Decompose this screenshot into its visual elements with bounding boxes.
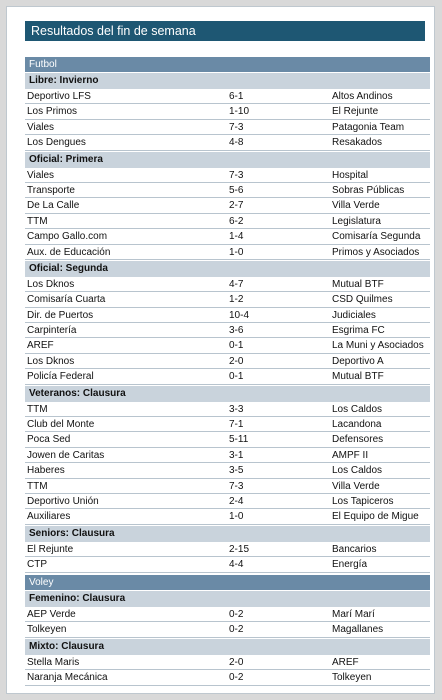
match-row (25, 292, 430, 307)
score: 0-2 (229, 624, 244, 636)
category-header: Femenino: Clausura (25, 590, 430, 607)
home-team: TTM (27, 480, 48, 492)
match-row (25, 670, 430, 685)
futbol-categories (25, 72, 430, 573)
away-team: Defensores (332, 434, 384, 446)
category-header: Libre: Invierno (25, 72, 430, 89)
home-team: Naranja Mecánica (27, 672, 108, 684)
score: 7-3 (229, 121, 244, 133)
match-row (25, 198, 430, 213)
score: 2-7 (229, 200, 244, 212)
away-team: CSD Quilmes (332, 294, 393, 306)
match-row (25, 229, 430, 244)
match-row (25, 417, 430, 432)
score: 1-0 (229, 511, 244, 523)
away-team: Tolkeyen (332, 672, 372, 684)
away-team: Resakados (332, 137, 383, 149)
away-team: Sobras Públicas (332, 184, 405, 196)
away-team: Deportivo A (332, 355, 384, 367)
away-team: Primos y Asociados (332, 246, 420, 258)
away-team: Bancarios (332, 543, 377, 555)
home-team: Los Dengues (27, 137, 86, 149)
match-row (25, 463, 430, 478)
match-row (25, 135, 430, 150)
home-team: CTP (27, 559, 47, 571)
match-row (25, 354, 430, 369)
home-team: Haberes (27, 465, 65, 477)
away-team: Villa Verde (332, 200, 380, 212)
away-team: Mutual BTF (332, 278, 384, 290)
match-row (25, 245, 430, 260)
away-team: Patagonia Team (332, 121, 405, 133)
category-header: Oficial: Primera (25, 151, 430, 168)
away-team: Magallanes (332, 624, 384, 636)
home-team: Viales (27, 121, 55, 133)
away-team: El Rejunte (332, 106, 379, 118)
home-team: Deportivo Unión (27, 495, 99, 507)
category-header: Oficial: Segunda (25, 260, 430, 277)
home-team: TTM (27, 215, 48, 227)
away-team: Esgrima FC (332, 325, 385, 337)
away-team: AMPF II (332, 449, 369, 461)
home-team: Los Dknos (27, 278, 75, 290)
away-team: Judiciales (332, 309, 376, 321)
home-team: Carpintería (27, 325, 77, 337)
away-team: Altos Andinos (332, 91, 393, 102)
page-title: Resultados del fin de semana (25, 21, 425, 41)
match-row (25, 557, 430, 572)
home-team: Policía Federal (27, 371, 94, 383)
away-team: Mutual BTF (332, 371, 384, 383)
away-team: Marí Marí (332, 609, 375, 620)
sport-header-futbol: Futbol (25, 57, 430, 72)
away-team: Energía (332, 559, 368, 571)
home-team: Deportivo LFS (27, 91, 91, 102)
match-row (25, 509, 430, 524)
home-team: Tolkeyen (27, 624, 67, 636)
match-row (25, 168, 430, 183)
futbol-section (25, 57, 430, 573)
score: 2-15 (229, 543, 250, 555)
match-row (25, 338, 430, 353)
category-header: Seniors: Clausura (25, 525, 430, 542)
score: 7-1 (229, 419, 244, 431)
match-row (25, 323, 430, 338)
home-team: TTM (27, 403, 48, 415)
score: 2-4 (229, 495, 244, 507)
match-row (25, 369, 430, 384)
home-team: Los Primos (27, 106, 78, 118)
score: 3-6 (229, 325, 244, 337)
score: 4-8 (229, 137, 244, 149)
home-team: Viales (27, 169, 55, 181)
sport-header-voley: Voley (25, 575, 430, 590)
match-row (25, 214, 430, 229)
match-row (25, 448, 430, 463)
score: 5-6 (229, 184, 244, 196)
score: 3-1 (229, 449, 244, 461)
away-team: Villa Verde (332, 480, 380, 492)
score: 5-11 (229, 434, 249, 446)
match-row (25, 183, 430, 198)
home-team: AEP Verde (27, 609, 76, 620)
voley-section (25, 575, 430, 686)
match-row (25, 607, 430, 622)
score: 2-0 (229, 355, 244, 367)
home-team: Comisaría Cuarta (27, 294, 106, 306)
match-row (25, 402, 430, 417)
away-team: Hospital (332, 169, 369, 181)
home-team: Los Dknos (27, 355, 75, 367)
match-row (25, 622, 430, 637)
away-team: Los Tapiceros (332, 495, 394, 507)
away-team: Los Caldos (332, 465, 383, 477)
home-team: Dir. de Puertos (27, 309, 94, 321)
match-row (25, 655, 430, 670)
home-team: Stella Maris (27, 656, 80, 668)
match-row (25, 120, 430, 135)
match-row (25, 104, 430, 119)
score: 3-3 (229, 403, 244, 415)
score: 6-1 (229, 91, 244, 102)
score: 4-4 (229, 559, 244, 571)
match-row (25, 308, 430, 323)
match-row (25, 277, 430, 292)
match-row (25, 542, 430, 557)
away-team: El Equipo de Migue (332, 511, 419, 523)
away-team: Lacandona (332, 419, 382, 431)
home-team: Auxiliares (27, 511, 71, 523)
home-team: Campo Gallo.com (27, 231, 108, 243)
home-team: Poca Sed (27, 434, 71, 446)
score: 0-2 (229, 672, 244, 684)
score: 7-3 (229, 480, 244, 492)
home-team: El Rejunte (27, 543, 74, 555)
home-team: De La Calle (27, 200, 80, 212)
match-row (25, 494, 430, 509)
home-team: AREF (27, 340, 54, 352)
away-team: Comisaría Segunda (332, 231, 421, 243)
score: 3-5 (229, 465, 244, 477)
score: 1-0 (229, 246, 244, 258)
home-team: Club del Monte (27, 419, 95, 431)
score: 0-2 (229, 609, 244, 620)
results-panel (6, 6, 435, 694)
home-team: Transporte (27, 184, 75, 196)
score: 7-3 (229, 169, 244, 181)
category-header: Veteranos: Clausura (25, 385, 430, 402)
away-team: La Muni y Asociados (332, 340, 424, 352)
away-team: Los Caldos (332, 403, 383, 415)
home-team: Aux. de Educación (27, 246, 111, 258)
score: 6-2 (229, 215, 244, 227)
home-team: Jowen de Caritas (27, 449, 105, 461)
score: 4-7 (229, 278, 244, 290)
match-row (25, 479, 430, 494)
score: 0-1 (229, 340, 244, 352)
away-team: Legislatura (332, 215, 381, 227)
score: 10-4 (229, 309, 250, 321)
score: 0-1 (229, 371, 244, 383)
category-header: Mixto: Clausura (25, 638, 430, 655)
score: 2-0 (229, 656, 244, 668)
match-row (25, 432, 430, 447)
score: 1-4 (229, 231, 244, 243)
match-row (25, 89, 430, 104)
score: 1-10 (229, 106, 250, 118)
away-team: AREF (332, 656, 359, 668)
score: 1-2 (229, 294, 244, 306)
voley-categories (25, 590, 430, 686)
